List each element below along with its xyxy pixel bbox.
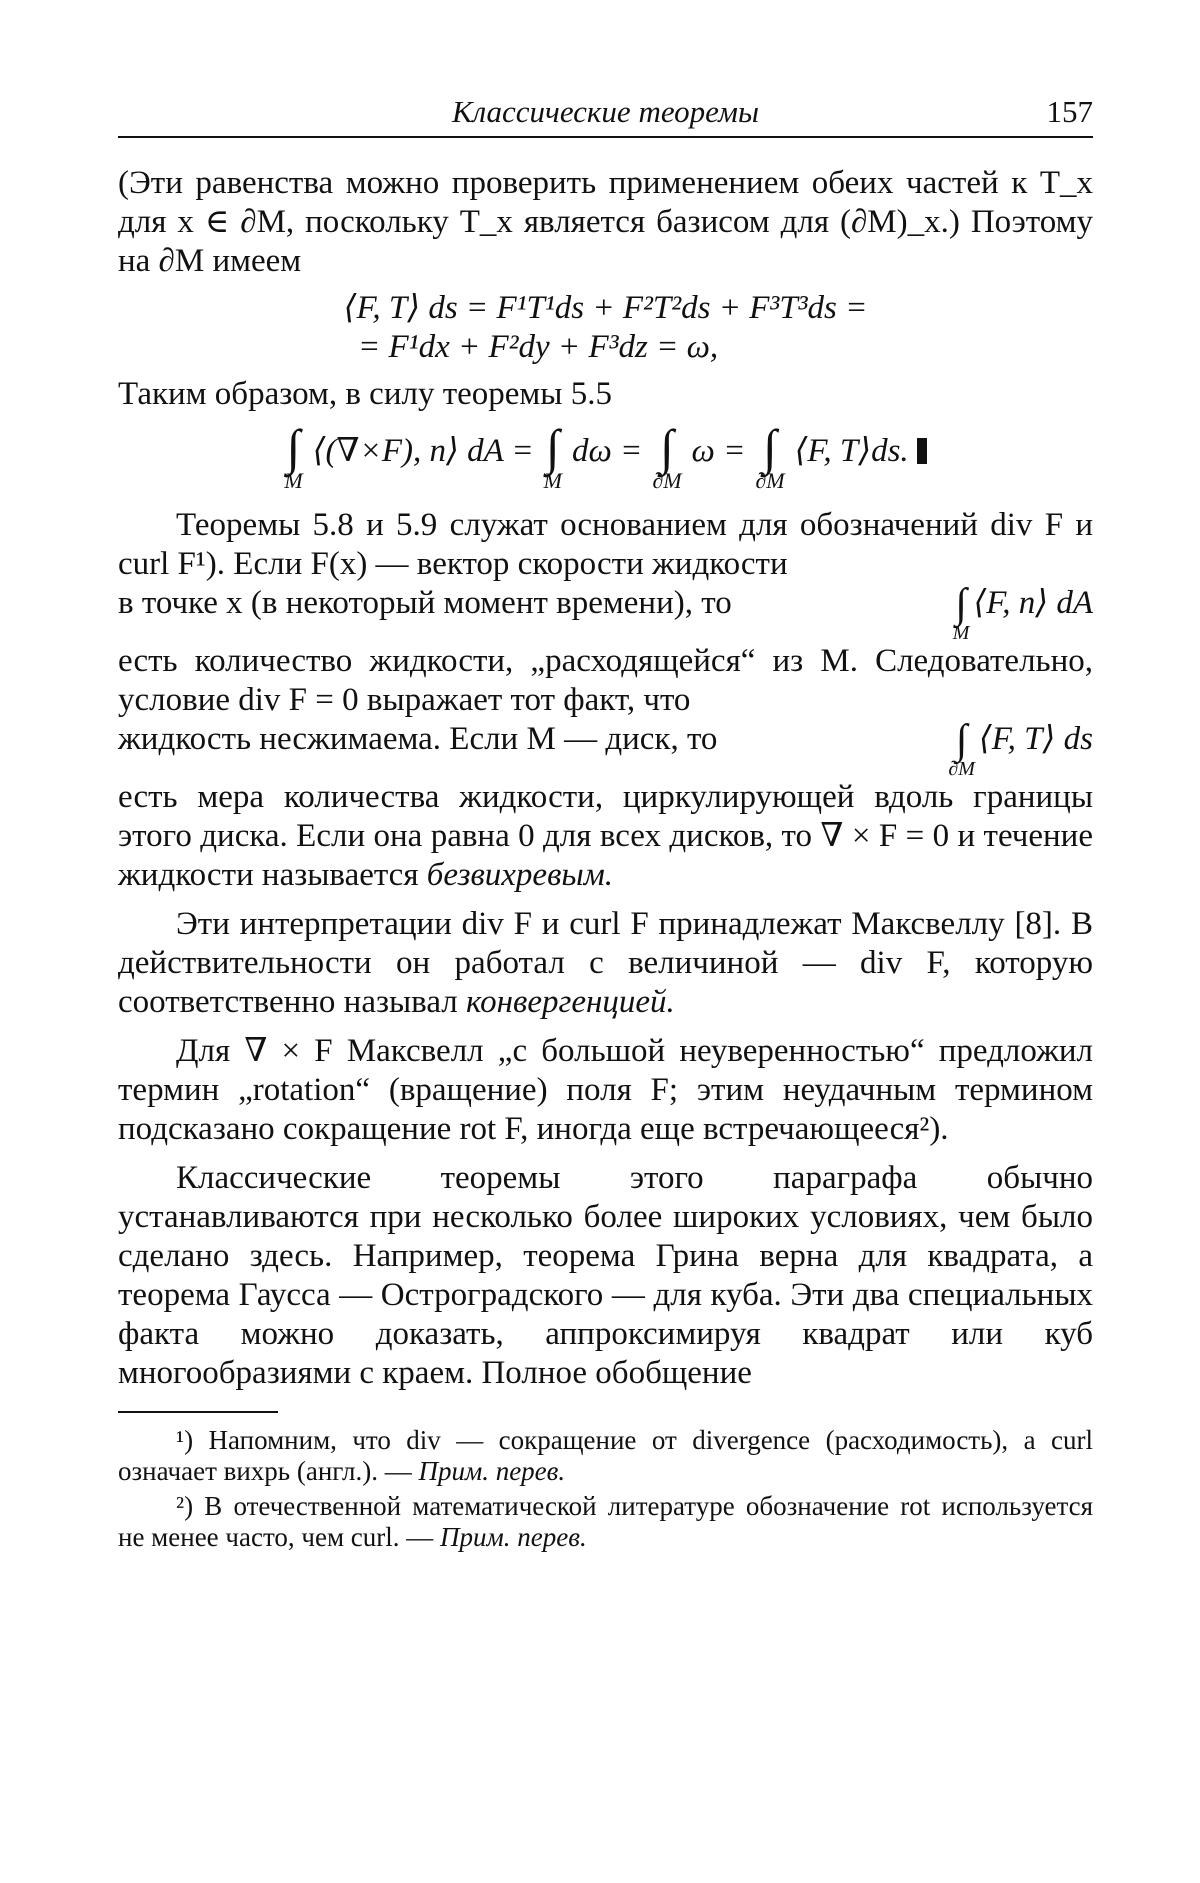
equation-2-part-1: ⟨(∇×F), n⟩ dA = [312, 433, 534, 469]
equation-2-part-3: ω = [691, 433, 746, 469]
equation-2 [118, 419, 1093, 493]
paragraph-3a: Теоремы 5.8 и 5.9 служат основанием для обозначений div F и curl F¹). Если F(x) — вектор скорости жидкости [118, 507, 1093, 582]
qed-mark [917, 438, 927, 464]
running-title: Классические теоремы [452, 94, 759, 129]
inline-integral-circulation: ∫ ∂M ⟨F, T⟩ ds [948, 717, 1093, 780]
integral-sign-2: ∫ M [543, 419, 562, 493]
integral-sign-3: ∫ ∂M [652, 419, 682, 493]
paragraph-3b: в точке x (в некоторый момент времени), то [118, 585, 732, 621]
integral-sign-4: ∫ ∂M [755, 419, 785, 493]
integral-sign-1: ∫ M [284, 419, 303, 493]
paragraph-3d: жидкость несжимаема. Если M — диск, то [118, 721, 718, 757]
paragraph-1: (Эти равенства можно проверить применением обеих частей к T_x для x ∈ ∂M, поскольку T_x является базисом для (∂M)_x.) Поэтому на ∂M имеем [118, 165, 1093, 279]
equation-1-line-2: = F¹dx + F²dy + F³dz = ω, [358, 329, 719, 365]
inline-integral-flux: ∫ M ⟨F, n⟩ dA [952, 581, 1093, 644]
main-text [118, 164, 1093, 1393]
running-header [118, 92, 1093, 138]
paragraph-5: Для ∇ × F Максвелл „с большой неуверенностью“ предложил термин „rotation“ (вращение) поля F; этим неудачным термином подсказано сокращение rot F, иногда еще встречающееся²). [118, 1033, 1093, 1147]
page-number: 157 [1046, 94, 1093, 129]
equation-1 [118, 289, 1093, 367]
paragraph-3d-line [118, 717, 1093, 780]
paragraph-3c: есть количество жидкости, „расходящейся“ из M. Следовательно, условие div F = 0 выражает тот факт, что [118, 643, 1093, 718]
paragraph-4: Эти интерпретации div F и curl F принадлежат Максвеллу [8]. В действительности он работал с величиной — div F, которую соответственно называл конвергенцией. [118, 906, 1093, 1020]
footnote-rule [118, 1411, 278, 1413]
footnote-1: ¹) Напомним, что div — сокращение от divergence (расходимость), а curl означает вихрь (англ.). — Прим. перев. [118, 1425, 1093, 1486]
paragraph-3b-line [118, 581, 1093, 644]
paragraph-2: Таким образом, в силу теоремы 5.5 [118, 376, 612, 412]
equation-2-part-2: dω = [572, 433, 643, 469]
paragraph-3e: есть мера количества жидкости, циркулирующей вдоль границы этого диска. Если она равна 0 для всех дисков, то ∇ × F = 0 и течение жидкости называется безвихревым. [118, 779, 1093, 893]
paragraph-6: Классические теоремы этого параграфа обычно устанавливаются при несколько более широких условиях, чем было сделано здесь. Например, теорема Грина верна для квадрата, а теорема Гаусса — Остроградского — для куба. Эти два специальных факта можно доказать, аппроксимируя квадрат или куб многообразиями с краем. Полное обобщение [118, 1160, 1093, 1391]
equation-2-part-4: ⟨F, T⟩ds. [795, 424, 927, 471]
page [118, 92, 1093, 1557]
equation-1-line-1: ⟨F, T⟩ ds = F¹T¹ds + F²T²ds + F³T³ds = [343, 290, 868, 326]
emphasis-convergence: конвергенцией. [465, 984, 675, 1020]
emphasis-irrotational: безвихревым. [426, 857, 614, 893]
footnote-2: ²) В отечественной математической литературе обозначение rot используется не менее часто, чем curl. — Прим. перев. [118, 1491, 1093, 1552]
